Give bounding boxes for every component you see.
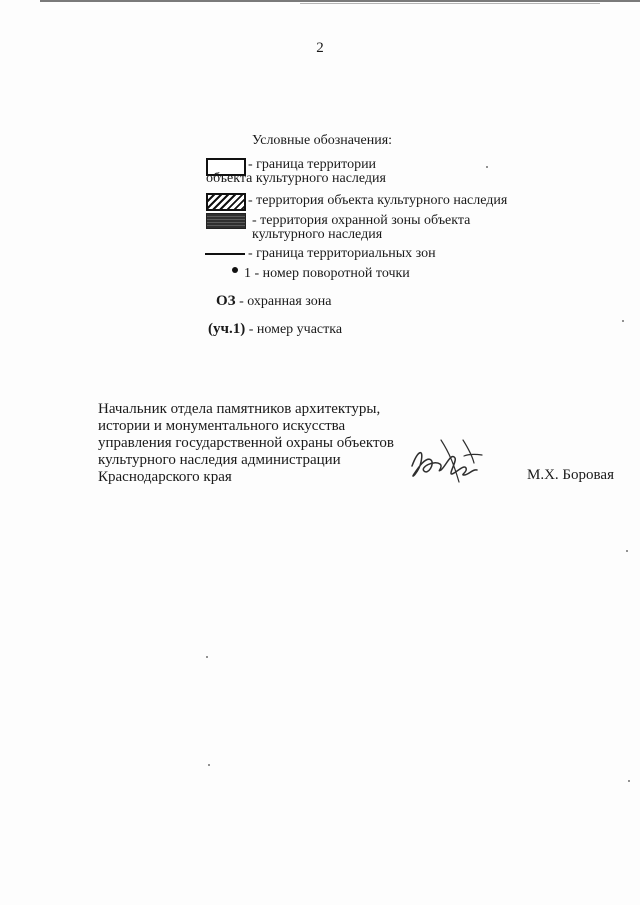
scan-speck — [622, 320, 624, 322]
scan-speck — [486, 166, 488, 168]
legend-territory-object: - территория объекта культурного наследия — [248, 193, 508, 208]
legend-territorial-boundary: - граница территориальных зон — [248, 246, 436, 261]
handwritten-signature-icon — [406, 430, 488, 492]
scan-top-edge — [40, 0, 640, 2]
oz-label: ОЗ — [216, 293, 236, 309]
plot-text: - номер участка — [248, 322, 343, 337]
plot-label: (уч.1) — [208, 321, 246, 337]
legend-turning-point — [244, 267, 410, 281]
signature-block-text — [98, 401, 428, 486]
scan-top-edge-secondary — [300, 3, 600, 4]
legend-protected-zone-line1: - территория охранной зоны объекта — [252, 213, 471, 228]
signatory-name: М.Х. Боровая — [527, 467, 614, 483]
territorial-boundary-line-icon — [205, 253, 245, 255]
signature-line-4: культурного наследия администрации — [98, 452, 341, 468]
signature-line-5: Краснодарского края — [98, 469, 232, 485]
turning-point-marker: 1 — [244, 266, 251, 281]
legend-boundary-territory-line1: - граница территории — [248, 157, 377, 172]
scan-speck — [628, 780, 630, 782]
scan-speck — [206, 656, 208, 658]
legend-plot-number — [208, 322, 342, 337]
protected-zone-icon — [206, 213, 246, 229]
page-number: 2 — [316, 40, 324, 56]
legend-title: Условные обозначения: — [252, 133, 393, 148]
legend-protected-zone-abbrev — [216, 294, 331, 309]
signature-line-2: истории и монументального искусства — [98, 418, 346, 434]
signature-line-3: управления государственной охраны объектов — [98, 435, 394, 451]
scan-speck — [208, 764, 210, 766]
legend-boundary-territory-line2: объекта культурного наследия — [206, 171, 386, 186]
turning-point-text: - номер поворотной точки — [254, 266, 410, 281]
legend-protected-zone-line2: культурного наследия — [252, 227, 383, 242]
hatched-territory-icon — [206, 193, 246, 211]
oz-text: - охранная зона — [239, 294, 332, 309]
turning-point-dot-icon — [232, 267, 238, 273]
signature-line-1: Начальник отдела памятников архитектуры, — [98, 401, 381, 417]
scan-speck — [626, 550, 628, 552]
